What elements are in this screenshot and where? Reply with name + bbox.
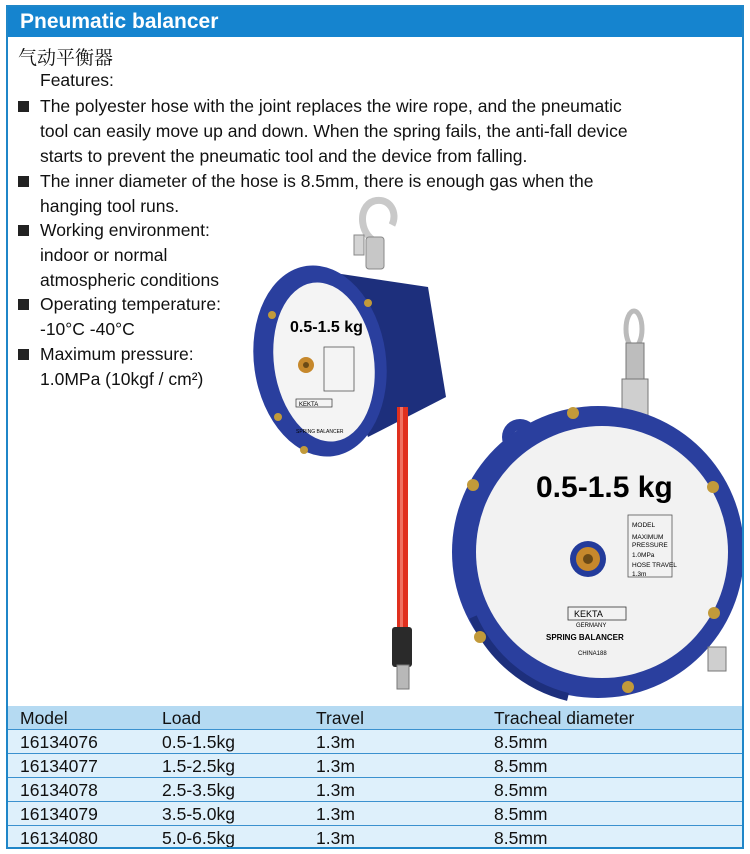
bullet-square-icon: [18, 349, 29, 360]
table-row: [8, 826, 742, 849]
bullet-line: The polyester hose with the joint replaces the wire rope, and the pneumatic: [40, 96, 622, 116]
large-caption-sub: CHINA188: [578, 651, 607, 657]
cell-load: 1.5-2.5kg: [162, 756, 235, 776]
small-brand: KEKTA: [299, 402, 319, 408]
bullet-line: Operating temperature:: [40, 294, 221, 314]
plate-line-5: 1.3m: [632, 571, 647, 578]
bullet-line: tool can easily move up and down. When the spring fails, the anti-fall device: [40, 121, 628, 141]
plate-line-4: HOSE TRAVEL: [632, 562, 677, 569]
plate-line-3: 1.0MPa: [632, 552, 655, 559]
large-caption: SPRING BALANCER: [546, 633, 624, 642]
bullet-line: The inner diameter of the hose is 8.5mm, there is enough gas when the: [40, 171, 594, 191]
table-row: [8, 754, 742, 778]
cell-travel: 1.3m: [316, 780, 355, 800]
cell-load: 3.5-5.0kg: [162, 804, 235, 824]
features-label: Features:: [40, 70, 114, 90]
cell-travel: 1.3m: [316, 756, 355, 776]
bullet-line: hanging tool runs.: [40, 196, 180, 216]
bullet-line: atmospheric conditions: [40, 270, 219, 290]
cell-load: 5.0-6.5kg: [162, 828, 235, 848]
small-load-label: 0.5-1.5 kg: [290, 319, 363, 336]
cell-load: 2.5-3.5kg: [162, 780, 235, 800]
cell-model: 16134078: [20, 780, 98, 800]
table-row: [8, 778, 742, 802]
large-brand: KEKTA: [574, 609, 603, 619]
small-balancer: [241, 200, 446, 689]
bullet-line: indoor or normal: [40, 245, 168, 265]
header-travel: Travel: [316, 708, 364, 728]
cell-travel: 1.3m: [316, 828, 355, 848]
header-diameter: Tracheal diameter: [494, 708, 635, 728]
header-load: Load: [162, 708, 201, 728]
bullet-square-icon: [18, 299, 29, 310]
cell-diameter: 8.5mm: [494, 732, 548, 752]
cell-model: 16134080: [20, 828, 98, 848]
bullet-line: -10°C -40°C: [40, 319, 135, 339]
small-caption: SPRING BALANCER: [296, 429, 344, 435]
page-title: Pneumatic balancer: [20, 10, 219, 33]
bullet-line: 1.0MPa (10kgf / cm²): [40, 369, 204, 389]
cell-diameter: 8.5mm: [494, 780, 548, 800]
cell-diameter: 8.5mm: [494, 756, 548, 776]
header-model: Model: [20, 708, 68, 728]
cell-model: 16134077: [20, 756, 98, 776]
document-frame: [6, 5, 744, 849]
large-balancer: [452, 311, 742, 698]
chinese-title: 气动平衡器: [18, 47, 114, 69]
plate-line-1: MAXIMUM: [632, 534, 664, 541]
cell-load: 0.5-1.5kg: [162, 732, 235, 752]
cell-model: 16134079: [20, 804, 98, 824]
cell-diameter: 8.5mm: [494, 804, 548, 824]
table-header-row: [8, 706, 742, 730]
bullet-square-icon: [18, 176, 29, 187]
table-row: [8, 730, 742, 754]
cell-travel: 1.3m: [316, 732, 355, 752]
bullet-line: Maximum pressure:: [40, 344, 194, 364]
bullet-square-icon: [18, 101, 29, 112]
bullet-square-icon: [18, 225, 29, 236]
cell-travel: 1.3m: [316, 804, 355, 824]
large-load-label: 0.5-1.5 kg: [536, 471, 673, 504]
bullet-line: starts to prevent the pneumatic tool and the device from falling.: [40, 146, 528, 166]
plate-line-0: MODEL: [632, 522, 656, 529]
cell-model: 16134076: [20, 732, 98, 752]
cell-diameter: 8.5mm: [494, 828, 548, 848]
table-row: [8, 802, 742, 826]
plate-line-2: PRESSURE: [632, 542, 668, 549]
bullet-line: Working environment:: [40, 220, 210, 240]
large-brand-sub: GERMANY: [576, 623, 607, 629]
